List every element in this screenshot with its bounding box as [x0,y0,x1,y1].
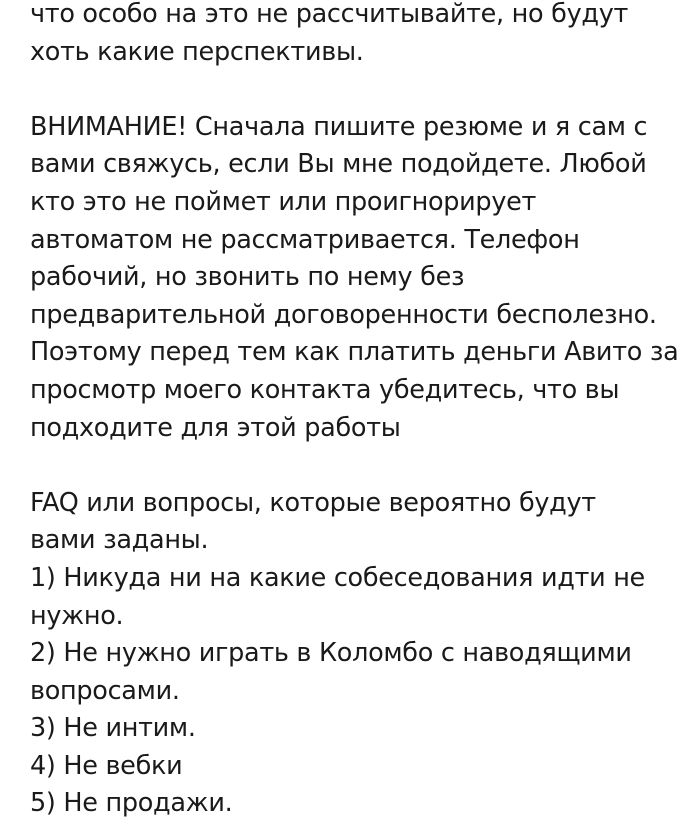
paragraph-intro [30,0,680,71]
faq-item-5-line: 5) Не продажи. [30,788,233,819]
faq-section [30,485,680,823]
text-line: кто это не поймет или проигнорирует [30,186,537,217]
faq-heading-line: FAQ или вопросы, которые вероятно будут [30,487,596,518]
faq-item-3-line: 3) Не интим. [30,713,196,744]
document-body [30,0,680,823]
text-line: просмотр моего контакта убедитесь, что вы [30,374,620,405]
text-line: Поэтому перед тем как платить деньги Авито за [30,337,679,368]
text-line: автоматом не рассматривается. Телефон [30,224,580,255]
faq-item-4-line: 4) Не вебки [30,750,183,781]
faq-item-1-line: нужно. [30,600,124,631]
faq-item-2-line: вопросами. [30,675,180,706]
paragraph-spacer [30,71,680,109]
paragraph-spacer [30,447,680,485]
text-line: хоть какие перспективы. [30,36,364,67]
text-line: ВНИМАНИЕ! Сначала пишите резюме и я сам с [30,111,648,142]
paragraph-warning [30,109,680,447]
faq-heading-line: вами заданы. [30,525,209,556]
text-line: подходите для этой работы [30,412,401,443]
faq-item-1-line: 1) Никуда ни на какие собеседования идти не [30,562,645,593]
text-line: предварительной договоренности бесполезно. [30,299,657,330]
text-line: вами свяжусь, если Вы мне подойдете. Любой [30,149,647,180]
text-line: что особо на это не рассчитывайте, но будут [30,0,629,29]
faq-item-2-line: 2) Не нужно играть в Коломбо с наводящими [30,638,632,669]
text-line: рабочий, но звонить по нему без [30,262,465,293]
